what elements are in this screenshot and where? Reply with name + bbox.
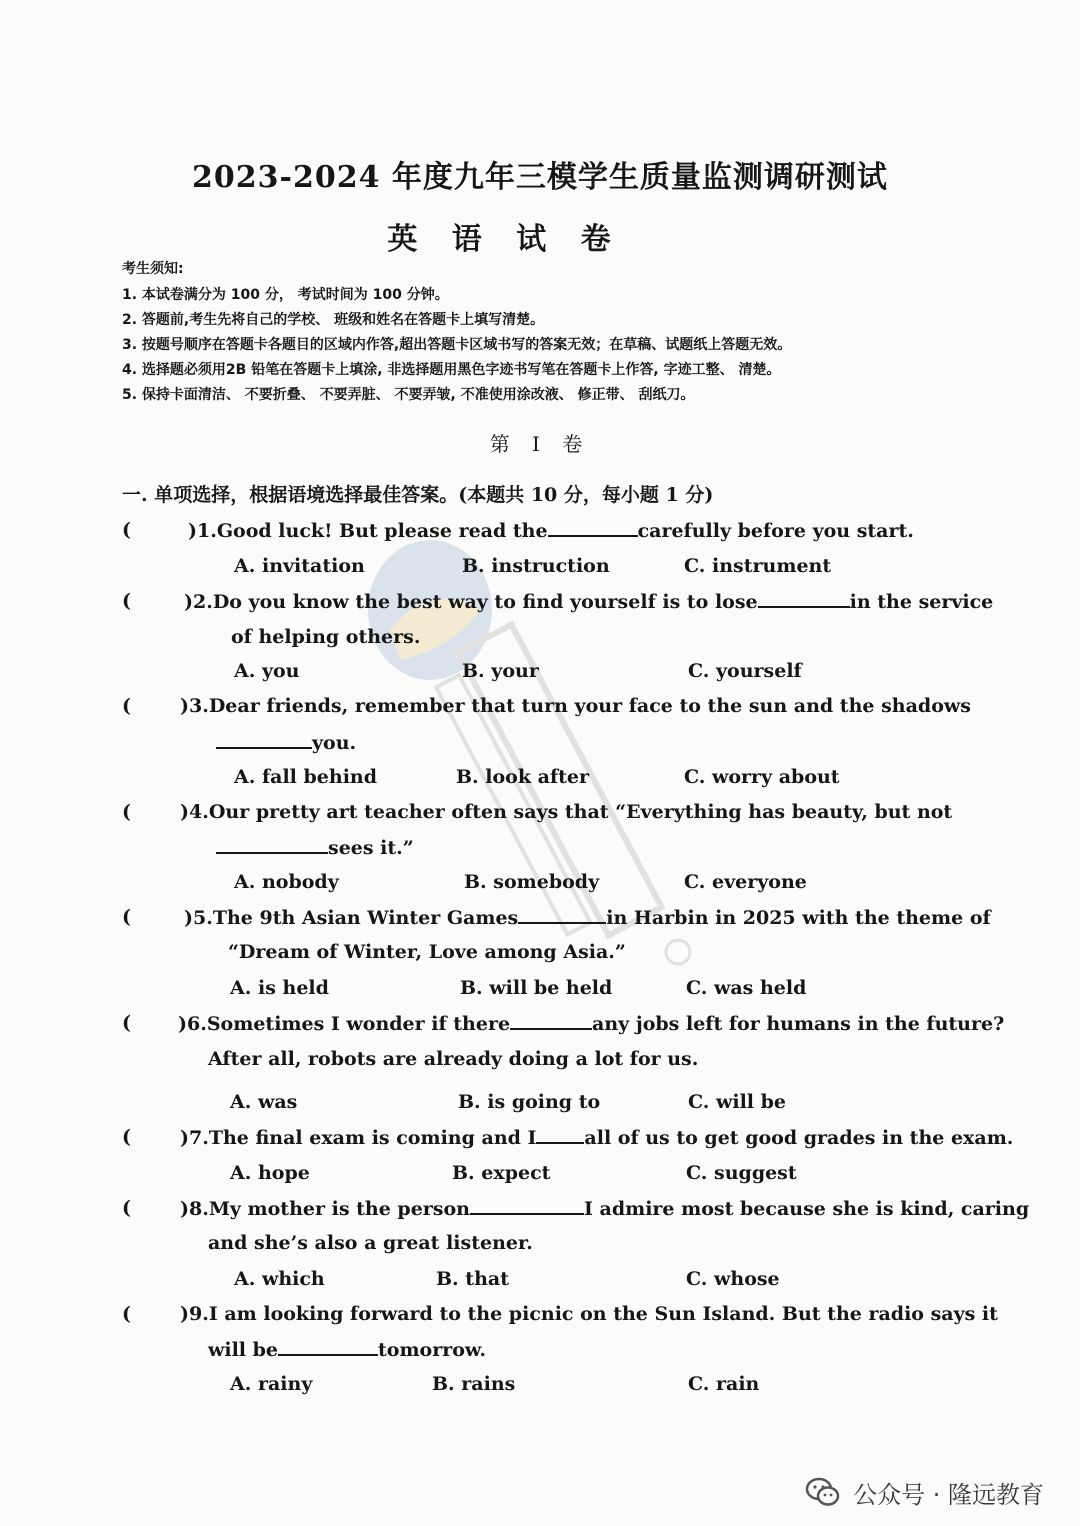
question-8	[180, 1197, 1029, 1220]
question-number: )7.	[180, 1127, 209, 1149]
answer-paren: (	[122, 1126, 131, 1148]
question-9	[180, 1303, 998, 1325]
option-b: B. instruction	[462, 555, 610, 577]
option-a: A. hope	[230, 1162, 310, 1184]
question-4	[180, 801, 952, 823]
answer-paren: (	[122, 695, 131, 717]
question-number: )1.	[188, 520, 217, 542]
section-heading: 一. 单项选择，根据语境选择最佳答案。(本题共 10 分，每小题 1 分)	[122, 484, 714, 506]
question-4-cont	[216, 836, 414, 859]
option-c: C. worry about	[684, 766, 840, 788]
question-text: you.	[312, 732, 357, 754]
notice-item: 4. 选择题必须用2B 铅笔在答题卡上填涂, 非选择题用黑色字迹书写笔在答题卡上作答, 字迹工整、 清楚。	[122, 362, 781, 378]
option-c: C. everyone	[684, 871, 807, 893]
question-5-cont: “Dream of Winter, Love among Asia.”	[228, 941, 626, 963]
notice-item: 3. 按题号顺序在答题卡各题目的区域内作答,超出答题卡区域书写的答案无效；在草稿、试题纸上答题无效。	[122, 337, 792, 353]
question-2-cont: of helping others.	[231, 626, 421, 648]
question-text: Our pretty art teacher often says that “Everything has beauty, but not	[208, 801, 953, 823]
question-text: The 9th Asian Winter Games	[212, 907, 519, 929]
answer-paren: (	[122, 1197, 131, 1219]
answer-blank	[216, 836, 328, 854]
question-8-cont: and she’s also a great listener.	[208, 1232, 533, 1254]
question-text: sees it.”	[328, 837, 414, 859]
option-a: A. which	[234, 1268, 325, 1290]
option-b: B. your	[462, 660, 539, 682]
answer-paren: (	[122, 590, 131, 612]
answer-blank	[470, 1197, 584, 1215]
option-b: B. somebody	[464, 871, 600, 893]
question-2	[184, 590, 993, 613]
question-number: )3.	[180, 695, 209, 717]
question-text: tomorrow.	[378, 1339, 486, 1361]
option-c: C. instrument	[684, 555, 832, 577]
wechat-icon	[803, 1472, 843, 1512]
answer-paren: (	[122, 1012, 131, 1034]
question-text: carefully before you start.	[637, 520, 914, 542]
option-a: A. rainy	[230, 1373, 313, 1395]
option-b: B. is going to	[458, 1091, 601, 1113]
option-a: A. is held	[230, 977, 329, 999]
footer-text: 公众号 · 隆远教育	[853, 1480, 1044, 1509]
question-5	[184, 906, 991, 929]
answer-blank	[536, 1126, 584, 1144]
question-number: )8.	[180, 1198, 209, 1220]
answer-paren: (	[122, 906, 131, 928]
notice-item: 2. 答题前,考生先将自己的学校、 班级和姓名在答题卡上填写清楚。	[122, 312, 545, 328]
answer-blank	[518, 906, 606, 924]
answer-paren: (	[122, 519, 131, 541]
option-c: C. yourself	[688, 660, 802, 682]
option-c: C. suggest	[686, 1162, 797, 1184]
question-number: )9.	[180, 1303, 209, 1325]
exam-subtitle: 英 语 试 卷	[387, 222, 623, 257]
option-c: C. whose	[686, 1268, 780, 1290]
question-text: Good luck! But please read the	[216, 520, 548, 542]
option-a: A. nobody	[234, 871, 339, 893]
answer-blank	[758, 590, 850, 608]
question-text: I am looking forward to the picnic on the Sun Island. But the radio says it	[208, 1303, 998, 1325]
question-text: Do you know the best way to find yourself is to lose	[212, 591, 758, 613]
answer-paren: (	[122, 1303, 131, 1325]
answer-blank	[548, 519, 638, 537]
question-9-cont	[208, 1338, 486, 1361]
option-a: A. was	[230, 1091, 298, 1113]
answer-blank	[278, 1338, 378, 1356]
question-1	[188, 519, 914, 542]
question-text: My mother is the person	[208, 1198, 470, 1220]
notice-item: 1. 本试卷满分为 100 分， 考试时间为 100 分钟。	[122, 287, 449, 303]
option-a: A. you	[234, 660, 300, 682]
option-c: C. was held	[686, 977, 807, 999]
question-6-cont: After all, robots are already doing a lot for us.	[208, 1048, 699, 1070]
question-text: in Harbin in 2025 with the theme of	[606, 907, 991, 929]
exam-title: 2023-2024 年度九年三模学生质量监测调研测试	[192, 160, 888, 195]
question-text: The final exam is coming and I	[208, 1127, 537, 1149]
notice-heading: 考生须知:	[122, 261, 184, 277]
answer-paren: (	[122, 801, 131, 823]
option-a: A. invitation	[234, 555, 365, 577]
question-text: I admire most because she is kind, caring	[584, 1198, 1030, 1220]
answer-blank	[510, 1012, 592, 1030]
question-6	[178, 1012, 1004, 1035]
question-number: )5.	[184, 907, 213, 929]
volume-heading: 第 I 卷	[489, 432, 591, 456]
option-b: B. will be held	[460, 977, 613, 999]
option-c: C. will be	[688, 1091, 787, 1113]
question-number: )6.	[178, 1013, 207, 1035]
question-3-cont	[216, 731, 356, 754]
answer-blank	[216, 731, 312, 749]
question-text: in the service	[849, 591, 994, 613]
question-text: Sometimes I wonder if there	[206, 1013, 511, 1035]
question-number: )2.	[184, 591, 213, 613]
question-text: Dear friends, remember that turn your face to the sun and the shadows	[208, 695, 971, 717]
option-b: B. that	[436, 1268, 509, 1290]
question-number: )4.	[180, 801, 209, 823]
question-7	[180, 1126, 1013, 1149]
notice-item: 5. 保持卡面清洁、 不要折叠、 不要弄脏、 不要弄皱, 不准使用涂改液、 修正带、 刮纸刀。	[122, 387, 695, 403]
option-b: B. look after	[456, 766, 589, 788]
question-3	[180, 695, 971, 717]
option-c: C. rain	[688, 1373, 760, 1395]
question-text: any jobs left for humans in the future?	[592, 1013, 1005, 1035]
option-b: B. expect	[452, 1162, 551, 1184]
option-b: B. rains	[432, 1373, 516, 1395]
option-a: A. fall behind	[234, 766, 378, 788]
footer-account	[803, 1472, 1044, 1512]
question-text: all of us to get good grades in the exam.	[584, 1127, 1014, 1149]
question-text: will be	[208, 1339, 278, 1361]
